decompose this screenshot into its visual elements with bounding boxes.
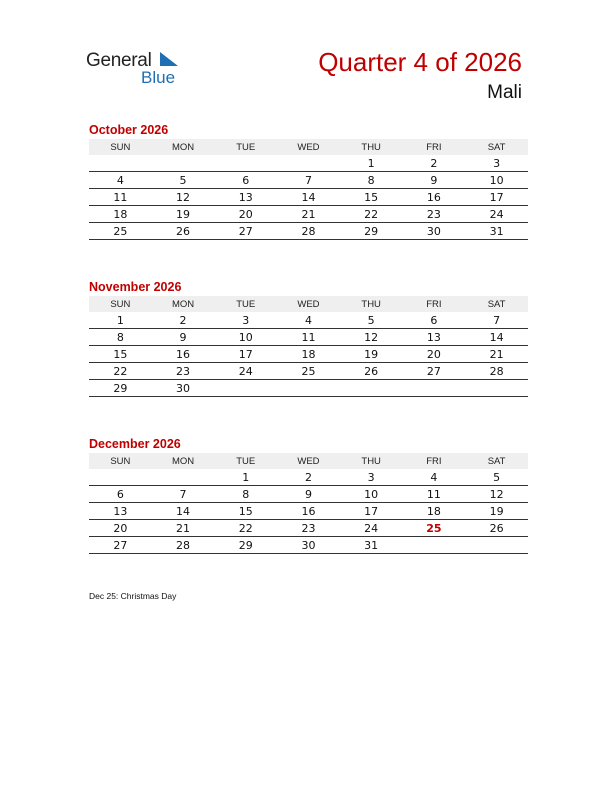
- day-cell: 22: [340, 206, 403, 223]
- day-cell: 10: [340, 486, 403, 503]
- day-cell: 15: [89, 346, 152, 363]
- week-row: [89, 486, 528, 503]
- day-cell: 30: [403, 223, 466, 240]
- page-title: Quarter 4 of 2026: [318, 47, 522, 77]
- day-cell: 7: [277, 172, 340, 189]
- weekday-header: WED: [277, 296, 340, 312]
- weekday-header: WED: [277, 139, 340, 155]
- weekday-header: SUN: [89, 296, 152, 312]
- day-cell: 14: [277, 189, 340, 206]
- day-cell: 12: [340, 329, 403, 346]
- week-row: [89, 537, 528, 554]
- weekday-header: SAT: [465, 453, 528, 469]
- weekday-header: FRI: [403, 453, 466, 469]
- day-cell: 14: [152, 503, 215, 520]
- day-cell: 1: [340, 155, 403, 172]
- day-cell: 22: [89, 363, 152, 380]
- day-cell: 4: [89, 172, 152, 189]
- day-cell: 25: [89, 223, 152, 240]
- day-cell: 7: [465, 312, 528, 329]
- day-cell: 11: [403, 486, 466, 503]
- day-cell: 30: [277, 537, 340, 554]
- day-cell: 19: [465, 503, 528, 520]
- week-row: [89, 312, 528, 329]
- month-title: October 2026: [89, 123, 169, 137]
- month-title: December 2026: [89, 437, 181, 451]
- day-cell: 26: [465, 520, 528, 537]
- day-cell: [277, 380, 340, 397]
- weekday-header: FRI: [403, 139, 466, 155]
- weekday-header: THU: [340, 453, 403, 469]
- day-cell: 20: [214, 206, 277, 223]
- week-row: [89, 380, 528, 397]
- generalblue-logo: [86, 50, 196, 90]
- day-cell: 3: [340, 469, 403, 486]
- day-cell: 2: [277, 469, 340, 486]
- day-cell: 20: [403, 346, 466, 363]
- day-cell: 29: [214, 537, 277, 554]
- day-cell: 13: [403, 329, 466, 346]
- day-cell: 23: [403, 206, 466, 223]
- day-cell: 18: [277, 346, 340, 363]
- weekday-header: THU: [340, 139, 403, 155]
- day-cell: 15: [340, 189, 403, 206]
- day-cell: 16: [152, 346, 215, 363]
- week-row: [89, 469, 528, 486]
- weekday-header: MON: [152, 296, 215, 312]
- month-block-october: [89, 121, 528, 240]
- day-cell: 7: [152, 486, 215, 503]
- day-cell: 4: [277, 312, 340, 329]
- week-row: [89, 155, 528, 172]
- day-cell: 13: [214, 189, 277, 206]
- day-cell: 25: [403, 520, 466, 537]
- day-cell: 29: [89, 380, 152, 397]
- day-cell: 17: [340, 503, 403, 520]
- country-name: Mali: [487, 82, 522, 103]
- weekday-header: MON: [152, 453, 215, 469]
- day-cell: [89, 155, 152, 172]
- weekday-header: FRI: [403, 296, 466, 312]
- day-cell: 26: [340, 363, 403, 380]
- day-cell: 8: [89, 329, 152, 346]
- day-cell: 18: [89, 206, 152, 223]
- day-cell: 1: [214, 469, 277, 486]
- day-cell: 6: [403, 312, 466, 329]
- day-cell: [214, 155, 277, 172]
- week-row: [89, 172, 528, 189]
- day-cell: 23: [152, 363, 215, 380]
- calendar-table: [89, 139, 528, 240]
- day-cell: 5: [340, 312, 403, 329]
- day-cell: 3: [214, 312, 277, 329]
- day-cell: 6: [89, 486, 152, 503]
- day-cell: [465, 380, 528, 397]
- day-cell: 24: [465, 206, 528, 223]
- day-cell: 5: [465, 469, 528, 486]
- day-cell: 11: [277, 329, 340, 346]
- weekday-header: SAT: [465, 139, 528, 155]
- day-cell: 21: [465, 346, 528, 363]
- day-cell: 25: [277, 363, 340, 380]
- week-row: [89, 206, 528, 223]
- day-cell: 24: [214, 363, 277, 380]
- day-cell: 12: [465, 486, 528, 503]
- logo-text-general: General: [86, 50, 152, 71]
- day-cell: [465, 537, 528, 554]
- day-cell: 21: [277, 206, 340, 223]
- day-cell: 19: [152, 206, 215, 223]
- day-cell: 10: [214, 329, 277, 346]
- logo-text-blue: Blue: [141, 68, 176, 87]
- weekday-header-row: [89, 139, 528, 155]
- weekday-header: SUN: [89, 453, 152, 469]
- weekday-header: TUE: [214, 453, 277, 469]
- day-cell: 11: [89, 189, 152, 206]
- day-cell: [214, 380, 277, 397]
- day-cell: 3: [465, 155, 528, 172]
- day-cell: 31: [340, 537, 403, 554]
- weekday-header-row: [89, 453, 528, 469]
- day-cell: 8: [340, 172, 403, 189]
- day-cell: 22: [214, 520, 277, 537]
- day-cell: [403, 537, 466, 554]
- day-cell: 10: [465, 172, 528, 189]
- day-cell: 28: [465, 363, 528, 380]
- day-cell: 27: [403, 363, 466, 380]
- weekday-header: MON: [152, 139, 215, 155]
- calendar-table: [89, 296, 528, 397]
- day-cell: 9: [152, 329, 215, 346]
- day-cell: 4: [403, 469, 466, 486]
- week-row: [89, 189, 528, 206]
- day-cell: [152, 469, 215, 486]
- day-cell: 17: [465, 189, 528, 206]
- holiday-note: Dec 25: Christmas Day: [89, 591, 177, 601]
- day-cell: 31: [465, 223, 528, 240]
- day-cell: 28: [277, 223, 340, 240]
- week-row: [89, 503, 528, 520]
- week-row: [89, 520, 528, 537]
- day-cell: 16: [277, 503, 340, 520]
- day-cell: 27: [214, 223, 277, 240]
- month-block-november: [89, 278, 528, 397]
- day-cell: 15: [214, 503, 277, 520]
- day-cell: 17: [214, 346, 277, 363]
- month-block-december: [89, 435, 528, 554]
- day-cell: 13: [89, 503, 152, 520]
- day-cell: [340, 380, 403, 397]
- calendar-table: [89, 453, 528, 554]
- day-cell: 16: [403, 189, 466, 206]
- day-cell: [89, 469, 152, 486]
- day-cell: 29: [340, 223, 403, 240]
- weekday-header: TUE: [214, 139, 277, 155]
- day-cell: 30: [152, 380, 215, 397]
- day-cell: 5: [152, 172, 215, 189]
- day-cell: 18: [403, 503, 466, 520]
- day-cell: 6: [214, 172, 277, 189]
- week-row: [89, 346, 528, 363]
- day-cell: 21: [152, 520, 215, 537]
- day-cell: 9: [403, 172, 466, 189]
- logo-triangle-icon: [158, 52, 178, 68]
- day-cell: 8: [214, 486, 277, 503]
- day-cell: 12: [152, 189, 215, 206]
- week-row: [89, 223, 528, 240]
- weekday-header: SAT: [465, 296, 528, 312]
- day-cell: 23: [277, 520, 340, 537]
- day-cell: 14: [465, 329, 528, 346]
- day-cell: 24: [340, 520, 403, 537]
- week-row: [89, 363, 528, 380]
- week-row: [89, 329, 528, 346]
- weekday-header: THU: [340, 296, 403, 312]
- day-cell: 19: [340, 346, 403, 363]
- day-cell: 28: [152, 537, 215, 554]
- weekday-header-row: [89, 296, 528, 312]
- day-cell: 26: [152, 223, 215, 240]
- day-cell: 9: [277, 486, 340, 503]
- day-cell: [152, 155, 215, 172]
- day-cell: 2: [403, 155, 466, 172]
- day-cell: 20: [89, 520, 152, 537]
- day-cell: [277, 155, 340, 172]
- day-cell: 27: [89, 537, 152, 554]
- weekday-header: SUN: [89, 139, 152, 155]
- month-title: November 2026: [89, 280, 182, 294]
- day-cell: [403, 380, 466, 397]
- day-cell: 2: [152, 312, 215, 329]
- weekday-header: WED: [277, 453, 340, 469]
- day-cell: 1: [89, 312, 152, 329]
- weekday-header: TUE: [214, 296, 277, 312]
